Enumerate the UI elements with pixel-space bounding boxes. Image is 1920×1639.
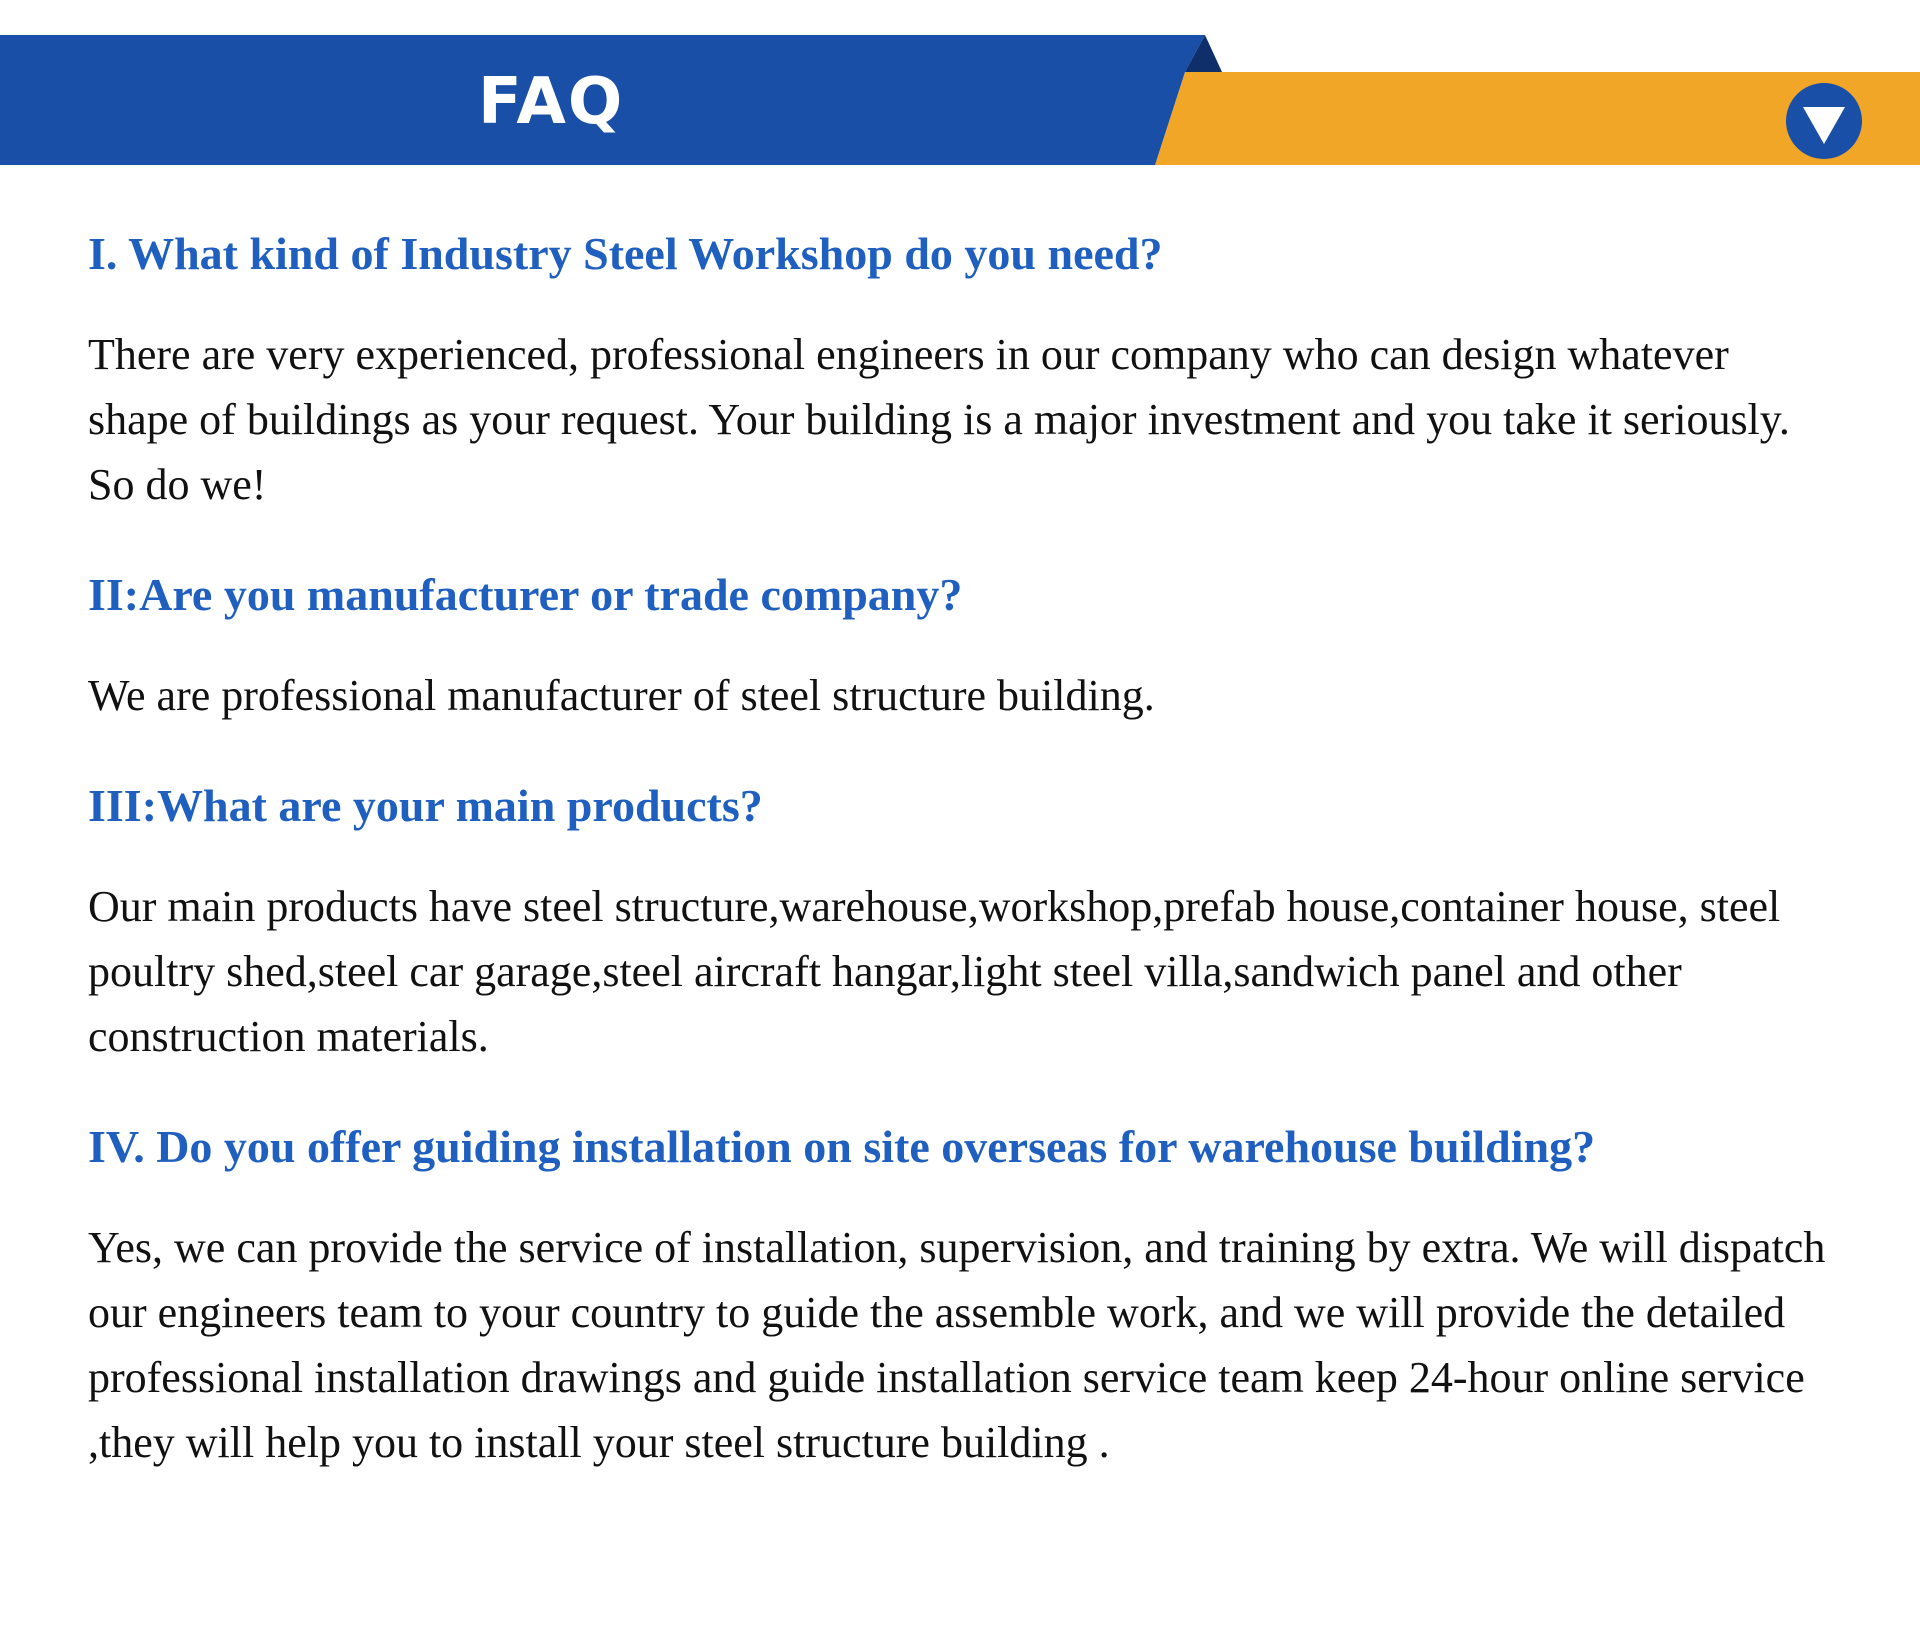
faq-item	[88, 1115, 1828, 1475]
faq-question: III:What are your main products?	[88, 780, 763, 831]
faq-answer: Our main products have steel structure,warehouse,workshop,prefab house,container house, steel poultry shed,steel car garage,steel aircraft hangar,light steel villa,sandwich panel and other construction materials.	[88, 882, 1781, 1061]
expand-toggle-button[interactable]	[1783, 80, 1865, 162]
faq-question: I. What kind of Industry Steel Workshop do you need?	[88, 228, 1163, 279]
faq-answer: We are professional manufacturer of steel structure building.	[88, 671, 1155, 720]
banner-background	[0, 0, 1920, 170]
page-title: FAQ	[478, 65, 625, 139]
faq-question: II:Are you manufacturer or trade company?	[88, 569, 963, 620]
faq-answer: Yes, we can provide the service of installation, supervision, and training by extra. We will dispatch our engineers team to your country to guide the assemble work, and we will provide the detailed professional installation drawings and guide installation service team keep 24-hour online service ,they will help you to install your steel structure building .	[88, 1223, 1826, 1467]
faq-item	[88, 774, 1828, 1069]
faq-answer: There are very experienced, professional engineers in our company who can design whatever shape of buildings as your request. Your building is a major investment and you take it seriously. So do we!	[88, 330, 1790, 509]
faq-question: IV. Do you offer guiding installation on site overseas for warehouse building?	[88, 1121, 1596, 1172]
faq-list	[88, 222, 1828, 1521]
faq-item	[88, 563, 1828, 728]
faq-banner	[0, 0, 1920, 170]
triangle-down-icon	[1783, 80, 1865, 162]
faq-item	[88, 222, 1828, 517]
